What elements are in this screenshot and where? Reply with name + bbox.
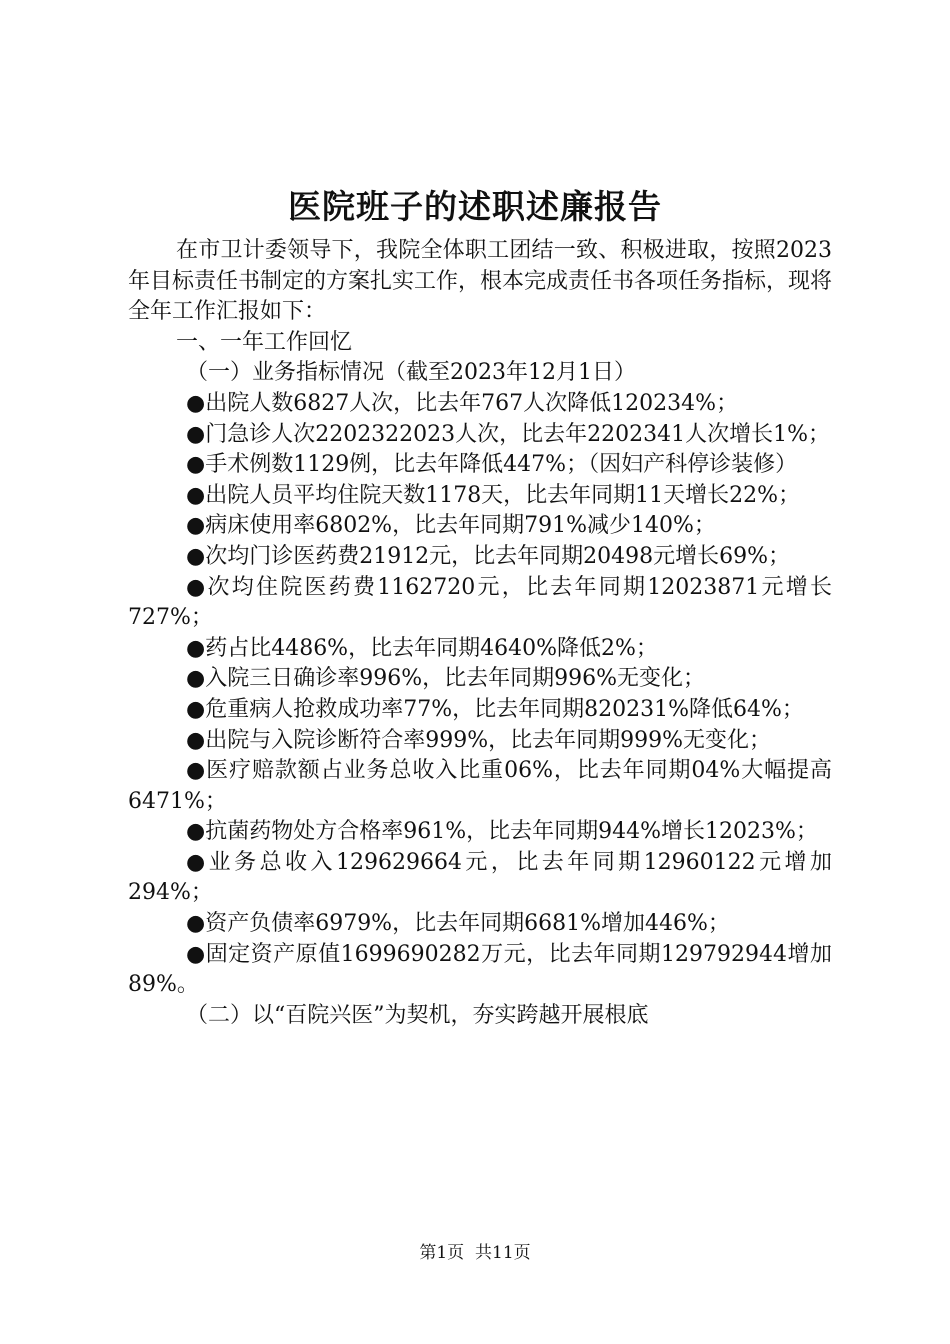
paragraph-intro: 在市卫计委领导下，我院全体职工团结一致、积极进取，按照2023年目标责任书制定的方案扎实工作，根本完成责任书各项任务指标，现将全年工作汇报如下： xyxy=(128,238,833,325)
list-item: ●出院人员平均住院天数1178天，比去年同期11天增长22%； xyxy=(186,482,801,508)
subsection-heading: （二）以“百院兴医”为契机，夯实跨越开展根底 xyxy=(186,1002,649,1028)
list-item: ●资产负债率6979%，比去年同期6681%增加446%； xyxy=(186,911,730,937)
document-body xyxy=(128,236,832,1031)
list-item: ●医疗赔款额占业务总收入比重06%，比去年同期04%大幅提高6471%； xyxy=(128,758,832,814)
page-total: 共11页 xyxy=(475,1243,531,1263)
list-item: ●危重病人抢救成功率77%，比去年同期820231%降低64%； xyxy=(186,696,804,722)
document-title: 医院班子的述职述廉报告 xyxy=(288,187,662,226)
list-item: ●入院三日确诊率996%，比去年同期996%无变化； xyxy=(186,666,705,692)
list-item: ●药占比4486%，比去年同期4640%降低2%； xyxy=(186,635,658,661)
list-item: ●抗菌药物处方合格率961%，比去年同期944%增长12023%； xyxy=(186,819,818,845)
list-item: ●门急诊人次2202322023人次，比去年2202341人次增长1%； xyxy=(186,421,831,447)
list-item: ●出院与入院诊断符合率999%，比去年同期999%无变化； xyxy=(186,727,771,753)
subsection-heading: （一）业务指标情况（截至2023年12月1日） xyxy=(186,360,636,386)
list-item: ●手术例数1129例，比去年降低447%；（因妇产科停诊装修） xyxy=(186,452,798,478)
list-item: ●次均门诊医药费21912元，比去年同期20498元增长69%； xyxy=(186,543,791,569)
list-item: ●出院人数6827人次，比去年767人次降低120234%； xyxy=(186,390,739,416)
list-item: ●次均住院医药费1162720元，比去年同期12023871元增长727%； xyxy=(128,574,832,631)
page-number: 第1页 xyxy=(419,1243,465,1263)
section-heading: 一、一年工作回忆 xyxy=(176,329,353,355)
page-footer xyxy=(0,1241,950,1265)
list-item: ●业务总收入129629664元，比去年同期12960122元增加294%； xyxy=(128,849,832,906)
list-item: ●病床使用率6802%，比去年同期791%减少140%； xyxy=(186,513,716,539)
list-item: ●固定资产原值1699690282万元，比去年同期129792944增加89%。 xyxy=(128,941,832,998)
